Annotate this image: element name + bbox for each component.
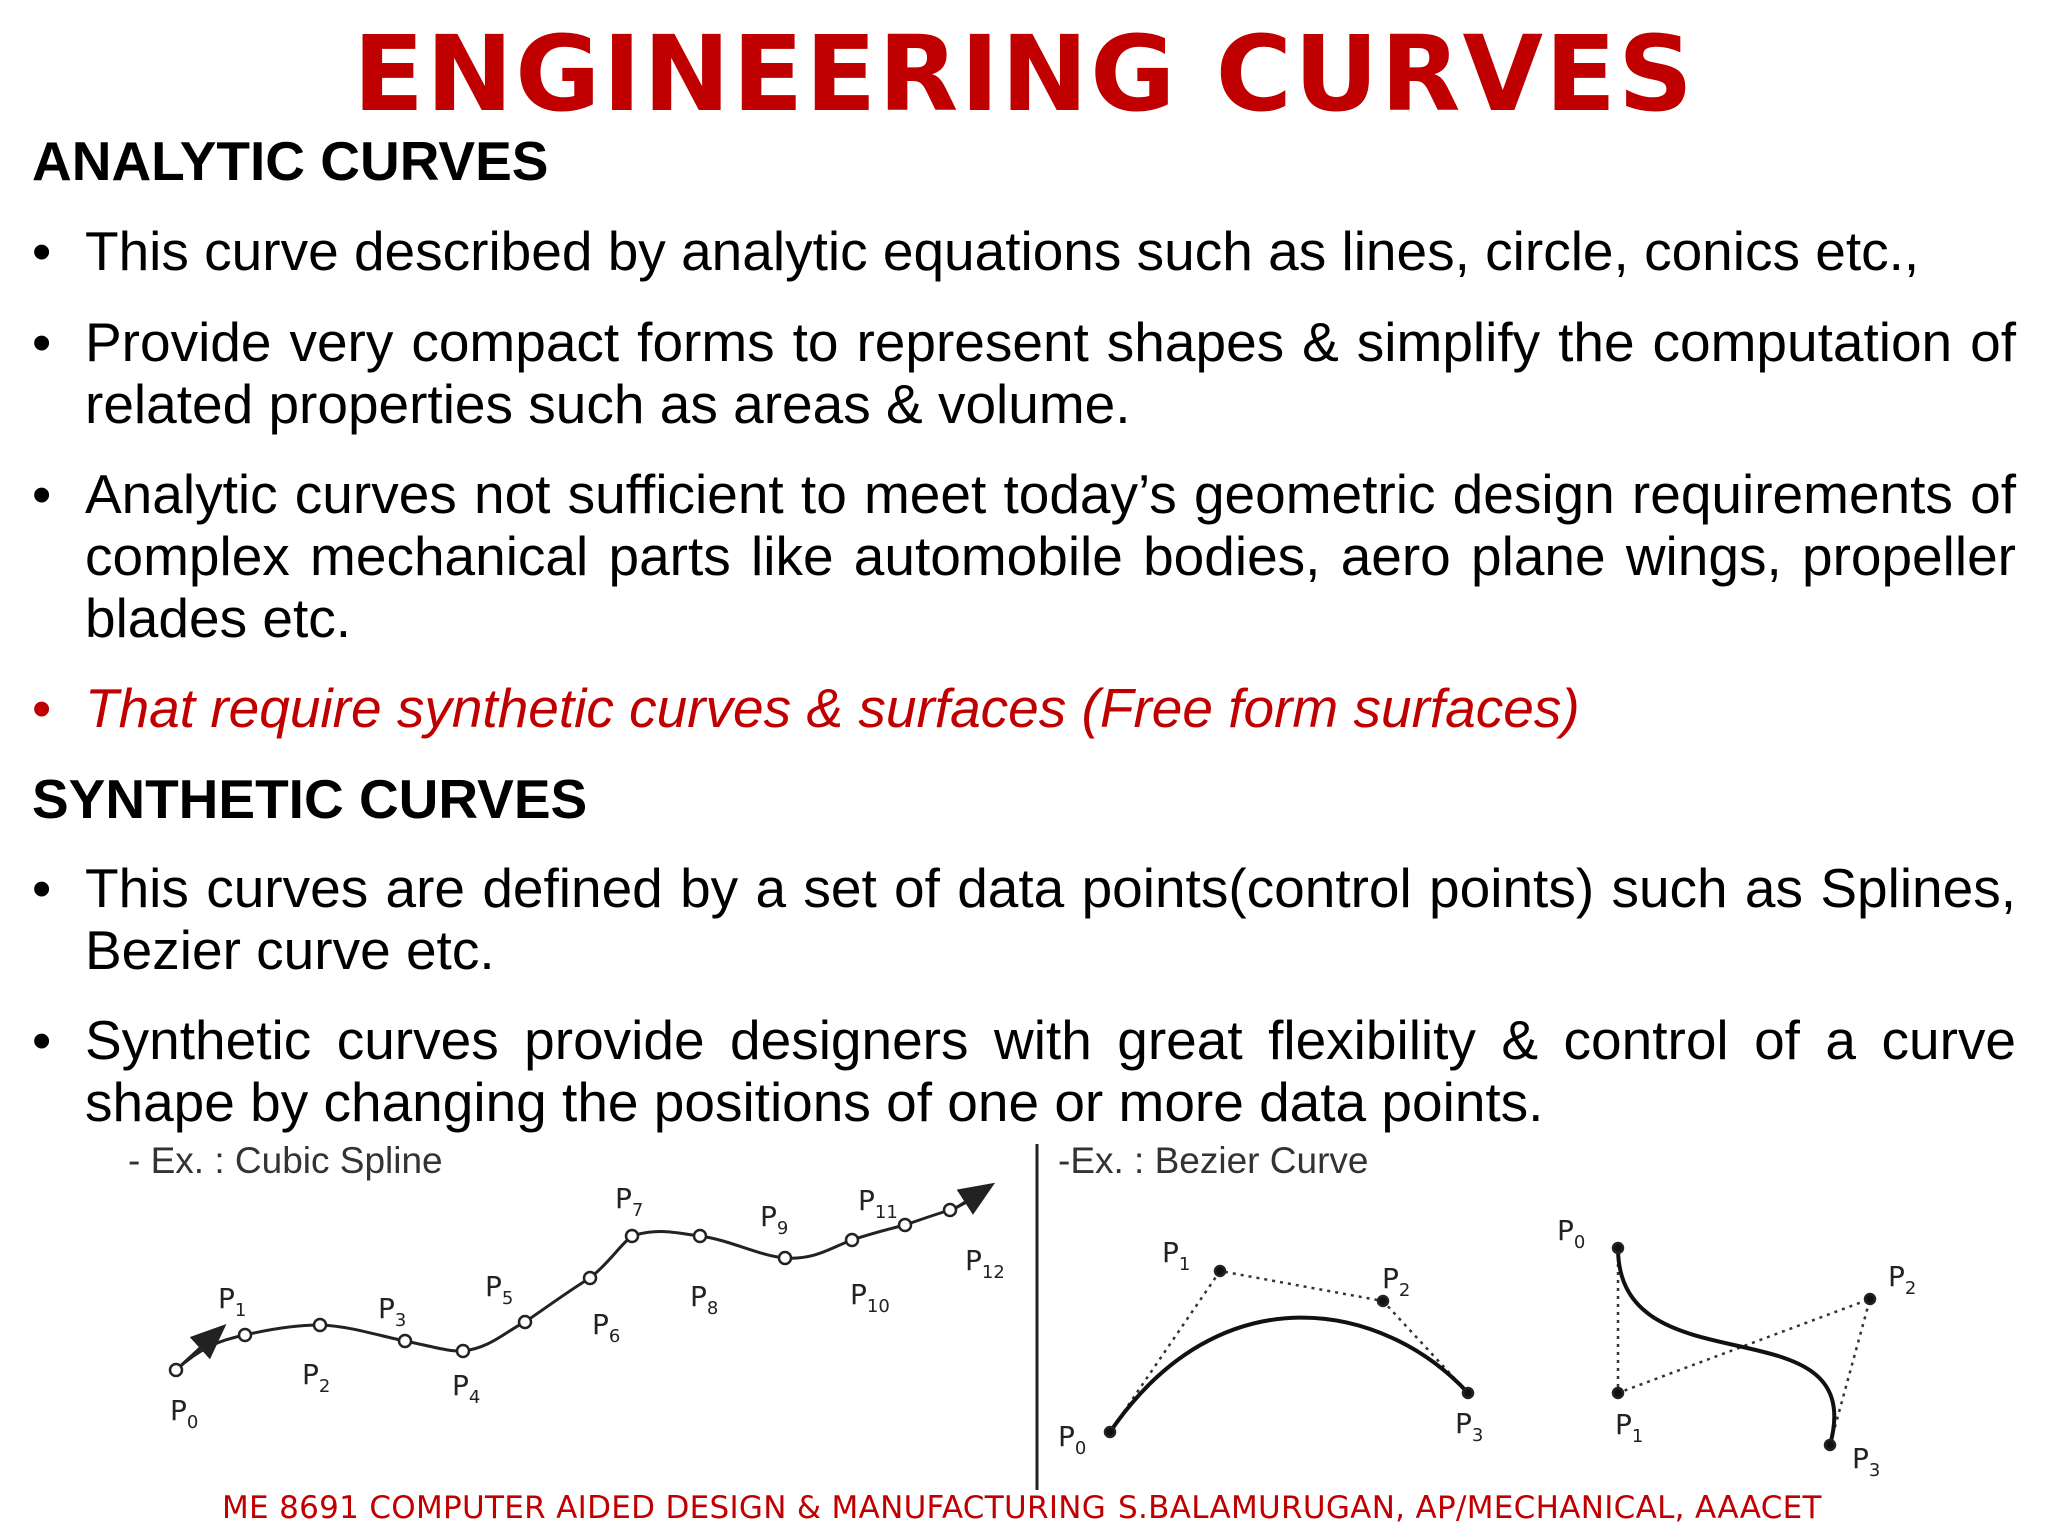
synthetic-curves-heading: SYNTHETIC CURVES <box>32 768 588 830</box>
analytic-curves-heading: ANALYTIC CURVES <box>32 130 549 192</box>
spline-point-p4 <box>457 1345 469 1357</box>
analytic-bullet-3 <box>32 463 2016 649</box>
bullet-text: Provide very compact forms to represent shapes & simplify the computation of related properties such as areas & volume. <box>85 311 2016 435</box>
synthetic-bullet-1 <box>32 857 2016 981</box>
bezier2-point-p2 <box>1865 1294 1875 1304</box>
spline-label-p0: $P_0$ <box>170 1394 199 1433</box>
spline-point-p2 <box>314 1319 326 1331</box>
curve-examples-figure <box>0 1140 2048 1536</box>
spline-point-p8 <box>694 1230 706 1242</box>
bullet-text: Analytic curves not sufficient to meet today’s geometric design requirements of complex mechanical parts like automobile bodies, aero plane wings, propeller blades etc. <box>85 463 2016 649</box>
slide-title: ENGINEERING CURVES <box>353 13 1695 135</box>
bezier2-point-p1 <box>1613 1388 1623 1398</box>
bezier2-point-p0 <box>1613 1243 1623 1253</box>
spline-point-p9 <box>779 1252 791 1264</box>
bullet-icon: • <box>32 1009 52 1071</box>
footer-author: S.BALAMURUGAN, AP/MECHANICAL, AAACET <box>1118 1490 1822 1526</box>
bezier1-point-p0 <box>1105 1427 1115 1437</box>
bullet-icon: • <box>32 857 52 919</box>
bezier1-label-p3: $P_3$ <box>1455 1407 1484 1446</box>
bezier2-curve <box>1618 1248 1834 1445</box>
bezier1-point-p2 <box>1378 1296 1388 1306</box>
spline-label-p11: $P_{11}$ <box>858 1184 898 1223</box>
bezier1-point-p3 <box>1463 1388 1473 1398</box>
bezier2-label-p1: $P_1$ <box>1615 1408 1644 1447</box>
analytic-bullet-4-emphasis <box>32 677 2016 739</box>
cubic-spline-label: - Ex. : Cubic Spline <box>128 1140 443 1181</box>
spline-label-p6: $P_6$ <box>592 1308 621 1347</box>
spline-point-p12 <box>944 1204 956 1216</box>
spline-point-p3 <box>399 1335 411 1347</box>
bullet-text: Synthetic curves provide designers with great flexibility & control of a curve shape by changing the positions of one or more data points. <box>85 1009 2016 1133</box>
spline-label-p8: $P_8$ <box>690 1280 719 1319</box>
analytic-bullet-2 <box>32 311 2016 435</box>
bezier1-label-p0: $P_0$ <box>1058 1420 1087 1459</box>
spline-point-p6 <box>584 1272 596 1284</box>
bullet-icon: • <box>32 463 52 525</box>
spline-label-p4: $P_4$ <box>452 1369 481 1408</box>
bullet-text: This curve described by analytic equations such as lines, circle, conics etc., <box>85 220 1920 282</box>
spline-label-p1: $P_1$ <box>218 1282 247 1321</box>
bezier2-point-p3 <box>1825 1440 1835 1450</box>
spline-point-p7 <box>626 1230 638 1242</box>
synthetic-bullet-2 <box>32 1009 2016 1133</box>
spline-label-p7: $P_7$ <box>615 1182 644 1221</box>
bullet-text: That require synthetic curves & surfaces (Free form surfaces) <box>85 677 1580 739</box>
spline-label-p2: $P_2$ <box>302 1358 331 1397</box>
start-tangent-arrow-icon <box>176 1328 222 1370</box>
bullet-icon: • <box>32 311 52 373</box>
bullet-icon: • <box>32 677 52 739</box>
curve-diagrams <box>0 1140 2048 1490</box>
bezier2-label-p3: $P_3$ <box>1852 1442 1881 1481</box>
spline-label-p5: $P_5$ <box>485 1270 514 1309</box>
spline-label-p9: $P_9$ <box>760 1200 789 1239</box>
bezier1-curve <box>1110 1318 1468 1432</box>
bezier2-label-p0: $P_0$ <box>1557 1214 1586 1253</box>
spline-point-p5 <box>519 1316 531 1328</box>
bezier-curve-label: -Ex. : Bezier Curve <box>1058 1140 1369 1181</box>
spline-point-p0 <box>170 1364 182 1376</box>
bezier1-label-p1: $P_1$ <box>1162 1236 1191 1275</box>
bezier1-label-p2: $P_2$ <box>1382 1262 1411 1301</box>
spline-label-p3: $P_3$ <box>378 1292 407 1331</box>
spline-point-p1 <box>239 1329 251 1341</box>
bullet-icon: • <box>32 220 52 282</box>
spline-point-p11 <box>899 1219 911 1231</box>
bullet-text: This curves are defined by a set of data points(control points) such as Splines, Bezier curve etc. <box>85 857 2016 981</box>
footer-course-title: ME 8691 COMPUTER AIDED DESIGN & MANUFACTURING <box>222 1490 1107 1526</box>
spline-point-p10 <box>846 1234 858 1246</box>
bezier2-label-p2: $P_2$ <box>1888 1260 1917 1299</box>
bezier1-point-p1 <box>1215 1266 1225 1276</box>
analytic-bullet-1 <box>32 220 2016 282</box>
spline-label-p12: $P_{12}$ <box>965 1244 1005 1283</box>
spline-label-p10: $P_{10}$ <box>850 1278 890 1317</box>
